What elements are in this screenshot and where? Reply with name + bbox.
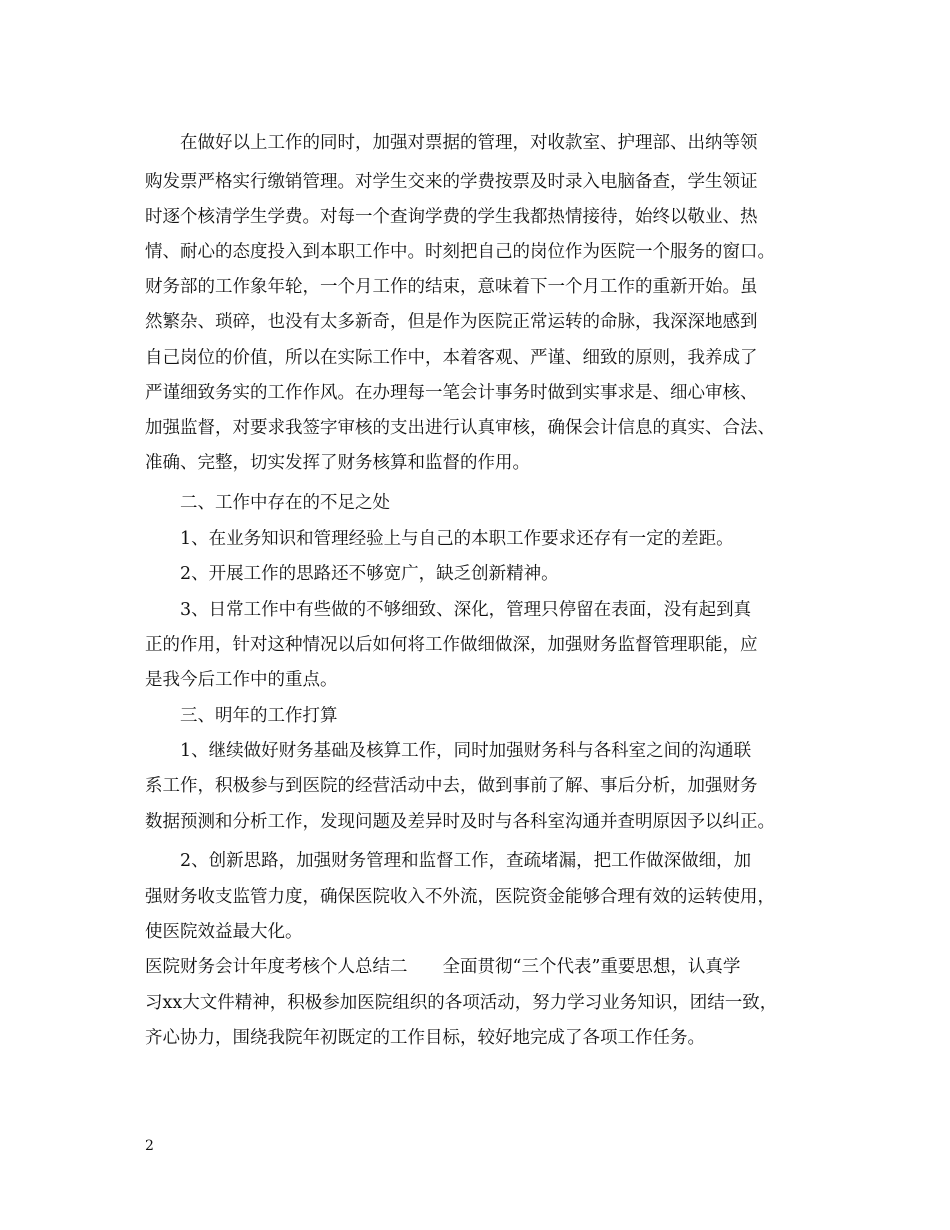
text-line: 准确、完整，切实发挥了财务核算和监督的作用。: [145, 453, 530, 473]
section-heading: 二、工作中存在的不足之处: [145, 493, 390, 513]
text-line: 购发票严格实行缴销管理。对学生交来的学费按票及时录入电脑备查，学生领证: [145, 172, 758, 192]
text-line: 然繁杂、琐碎，也没有太多新奇，但是作为医院正常运转的命脉，我深深地感到: [145, 312, 758, 332]
text-line: 加强监督，对要求我签字审核的支出进行认真审核，确保会计信息的真实、合法、: [145, 418, 775, 438]
section-heading: 三、明年的工作打算: [145, 706, 338, 726]
text-line: 1、在业务知识和管理经验上与自己的本职工作要求还存有一定的差距。: [145, 529, 734, 549]
text-line: 1、继续做好财务基础及核算工作，同时加强财务科与各科室之间的沟通联: [145, 741, 752, 761]
text-line: 强财务收支监管力度，确保医院收入不外流，医院资金能够合理有效的运转使用，: [145, 887, 775, 907]
text-line: 系工作，积极参与到医院的经营活动中去，做到事前了解、事后分析，加强财务: [145, 776, 758, 796]
text-line: 习xx大文件精神，积极参加医院组织的各项活动，努力学习业务知识，团结一致，: [145, 993, 778, 1013]
text-line: 是我今后工作中的重点。: [145, 670, 338, 690]
text-line: 在做好以上工作的同时，加强对票据的管理，对收款室、护理部、出纳等领: [145, 133, 758, 153]
text-line: 情、耐心的态度投入到本职工作中。时刻把自己的岗位作为医院一个服务的窗口。: [145, 242, 775, 262]
text-line: 时逐个核清学生学费。对每一个查询学费的学生我都热情接待，始终以敬业、热: [145, 207, 758, 227]
text-line: 使医院效益最大化。: [145, 922, 303, 942]
text-line: 数据预测和分析工作，发现问题及差异时及时与各科室沟通并查明原因予以纠正。: [145, 812, 775, 832]
text-line: 2、创新思路，加强财务管理和监督工作，查疏堵漏，把工作做深做细，加: [145, 851, 752, 871]
text-line: 财务部的工作象年轮，一个月工作的结束，意味着下一个月工作的重新开始。虽: [145, 277, 758, 297]
text-line: 2、开展工作的思路还不够宽广，缺乏创新精神。: [145, 564, 559, 584]
text-line: 3、日常工作中有些做的不够细致、深化，管理只停留在表面，没有起到真: [145, 600, 752, 620]
page-number: 2: [145, 1138, 154, 1154]
text-line: 自己岗位的价值，所以在实际工作中，本着客观、严谨、细致的原则，我养成了: [145, 348, 758, 368]
text-line: 正的作用，针对这种情况以后如何将工作做细做深，加强财务监督管理职能，应: [145, 635, 758, 655]
text-line: 严谨细致务实的工作作风。在办理每一笔会计事务时做到实事求是、细心审核、: [145, 383, 758, 403]
text-line: 医院财务会计年度考核个人总结二 全面贯彻“三个代表”重要思想，认真学: [145, 957, 741, 977]
text-line: 齐心协力，围绕我院年初既定的工作目标，较好地完成了各项工作任务。: [145, 1028, 705, 1048]
